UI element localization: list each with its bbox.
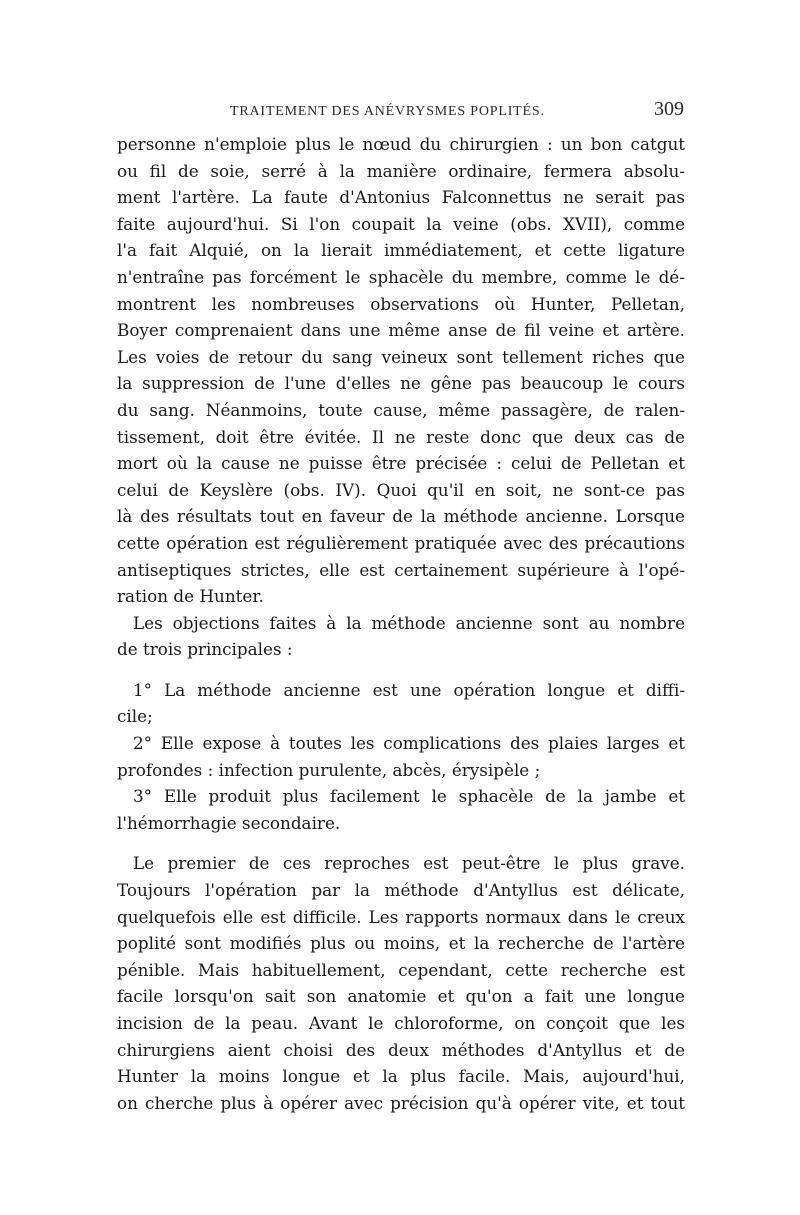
text-line: la suppression de l'une d'elles ne gêne pas beaucoup le cours bbox=[117, 373, 685, 394]
paragraph-3 bbox=[117, 850, 685, 1116]
page-number: 309 bbox=[654, 98, 684, 120]
text-line: antiseptiques strictes, elle est certainement supérieure à l'opé- bbox=[117, 559, 685, 580]
body-text bbox=[117, 131, 685, 1116]
text-line: faite aujourd'hui. Si l'on coupait la veine (obs. XVII), comme bbox=[117, 213, 685, 234]
text-line: 2° Elle expose à toutes les complications des plaies larges et bbox=[133, 733, 685, 754]
text-line: Boyer comprenaient dans une même anse de fil veine et artère. bbox=[117, 320, 685, 341]
text-line: du sang. Néanmoins, toute cause, même passagère, de ralen- bbox=[117, 399, 685, 420]
text-line: quelquefois elle est difficile. Les rapports normaux dans le creux bbox=[117, 906, 685, 927]
text-line: tissement, doit être évitée. Il ne reste donc que deux cas de bbox=[117, 426, 685, 447]
text-line: cette opération est régulièrement pratiquée avec des précautions bbox=[117, 532, 685, 553]
text-line: Les voies de retour du sang veineux sont tellement riches que bbox=[117, 346, 685, 367]
text-line: facile lorsqu'on sait son anatomie et qu'on a fait une longue bbox=[117, 986, 685, 1007]
text-line: personne n'emploie plus le nœud du chirurgien : un bon catgut bbox=[117, 134, 685, 154]
text-line: on cherche plus à opérer avec précision qu'à opérer vite, et tout bbox=[117, 1092, 685, 1113]
text-line: pénible. Mais habituellement, cependant, cette recherche est bbox=[117, 959, 685, 980]
text-line: ou fil de soie, serré à la manière ordinaire, fermera absolu- bbox=[117, 160, 685, 181]
spacer bbox=[117, 663, 685, 677]
text-line: poplité sont modifiés plus ou moins, et la recherche de l'artère bbox=[117, 933, 685, 954]
running-head bbox=[118, 98, 684, 126]
list-item-2 bbox=[117, 730, 685, 783]
paragraph-1 bbox=[117, 131, 685, 610]
running-title: TRAITEMENT DES ANÉVRYSMES POPLITÉS. bbox=[230, 104, 545, 119]
text-line: de trois principales : bbox=[117, 639, 293, 660]
text-line: Les objections faites à la méthode ancienne sont au nombre bbox=[133, 612, 685, 633]
text-line: profondes : infection purulente, abcès, érysipèle ; bbox=[117, 759, 541, 780]
paragraph-2 bbox=[117, 610, 685, 663]
text-line: mort où la cause ne puisse être précisée : celui de Pelletan et bbox=[117, 453, 685, 474]
text-line: Hunter la moins longue et la plus facile. Mais, aujourd'hui, bbox=[117, 1066, 685, 1087]
text-line: chirurgiens aient choisi des deux méthodes d'Antyllus et de bbox=[117, 1039, 685, 1060]
text-line: Le premier de ces reproches est peut-être le plus grave. bbox=[133, 853, 685, 874]
text-line: l'a fait Alquié, on la lierait immédiatement, et cette ligature bbox=[117, 240, 685, 261]
list-item-1 bbox=[117, 677, 685, 730]
text-line: cile; bbox=[117, 706, 153, 727]
text-line: là des résultats tout en faveur de la méthode ancienne. Lorsque bbox=[117, 506, 685, 527]
spacer bbox=[117, 836, 685, 850]
list-item-3 bbox=[117, 783, 685, 836]
text-line: incision de la peau. Avant le chloroforme, on conçoit que les bbox=[117, 1013, 685, 1033]
text-line: celui de Keyslère (obs. IV). Quoi qu'il en soit, ne sont-ce pas bbox=[117, 479, 685, 500]
text-line: ment l'artère. La faute d'Antonius Falconnettus ne serait pas bbox=[117, 187, 685, 208]
text-line: 1° La méthode ancienne est une opération longue et diffi- bbox=[133, 679, 685, 700]
text-line: Toujours l'opération par la méthode d'Antyllus est délicate, bbox=[117, 880, 685, 901]
text-line: ration de Hunter. bbox=[117, 586, 264, 607]
text-line: n'entraîne pas forcément le sphacèle du membre, comme le dé- bbox=[117, 266, 685, 287]
text-line: 3° Elle produit plus facilement le sphacèle de la jambe et bbox=[133, 786, 685, 807]
text-line: l'hémorrhagie secondaire. bbox=[117, 812, 341, 833]
text-line: montrent les nombreuses observations où Hunter, Pelletan, bbox=[117, 293, 685, 314]
